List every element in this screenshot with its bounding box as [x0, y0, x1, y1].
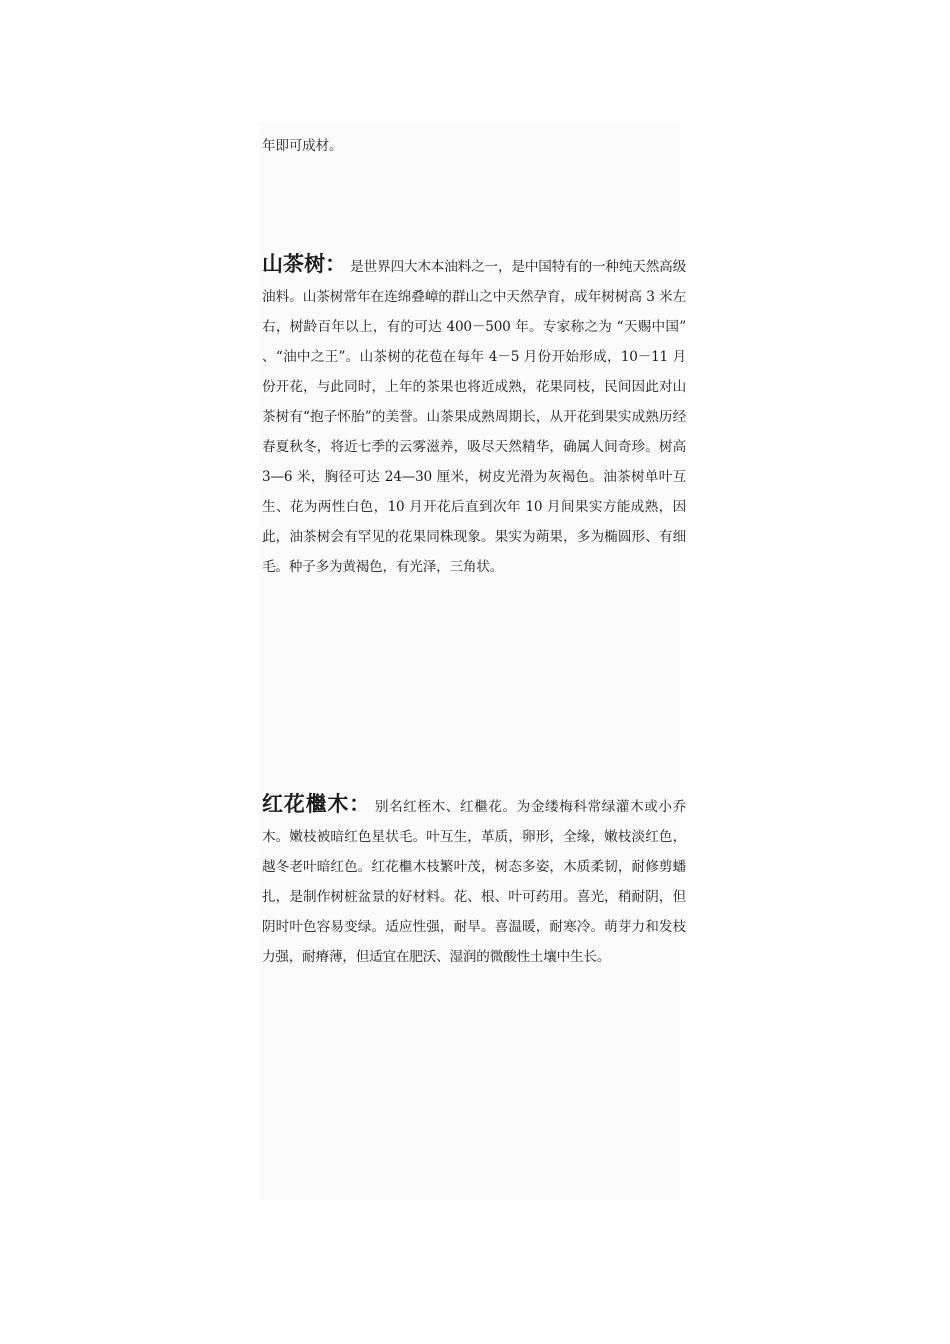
section-body-camellia: 是世界四大木本油料之一，是中国特有的一种纯天然高级油料。山茶树常年在连绵叠嶂的群山之中天然孕育，成年树树高 3 米左右，树龄百年以上，有的可达 400－500 年。专家称之为 “天赐中国” 、“油中之王”。山茶树的花苞在每年 4－5 月份开始形成，10－11 月份开花，与此同时，上年的茶果也将近成熟，花果同枝，民间因此对山茶树有“抱子怀胎”的美誉。山茶果成熟周期长，从开花到果实成熟历经春夏秋冬，将近七季的云雾滋养，吸尽天然精华，确属人间奇珍。树高 3—6 米，胸径可达 24—30 厘米，树皮光滑为灰褐色。油茶树单叶互生、花为两性白色，10 月开花后直到次年 10 月间果实方能成熟，因此，油茶树会有罕见的花果同株现象。果实为蒴果，多为椭圆形、有细毛。种子多为黄褐色，有光泽，三角状。: [262, 259, 687, 575]
section-heading-camellia: 山茶树：: [262, 252, 347, 276]
intro-line: [262, 131, 686, 161]
section-loropetalum: [262, 789, 686, 972]
section-body-loropetalum: 别名红桎木、红檵花。为金缕梅科常绿灌木或小乔木。嫩枝被暗红色星状毛。叶互生，革质，卵形，全缘，嫩枝淡红色，越冬老叶暗红色。红花檵木枝繁叶茂，树态多姿，木质柔韧，耐修剪蟠扎，是制作树桩盆景的好材料。花、根、叶可药用。喜光，稍耐阴，但阴时叶色容易变绿。适应性强，耐旱。喜温暖，耐寒冷。萌芽力和发枝力强，耐瘠薄，但适宜在肥沃、湿润的微酸性土壤中生长。: [262, 799, 687, 965]
intro-text: 年即可成材。: [262, 138, 343, 154]
section-camellia: [262, 249, 686, 582]
section-heading-loropetalum: 红花檵木：: [262, 792, 371, 816]
